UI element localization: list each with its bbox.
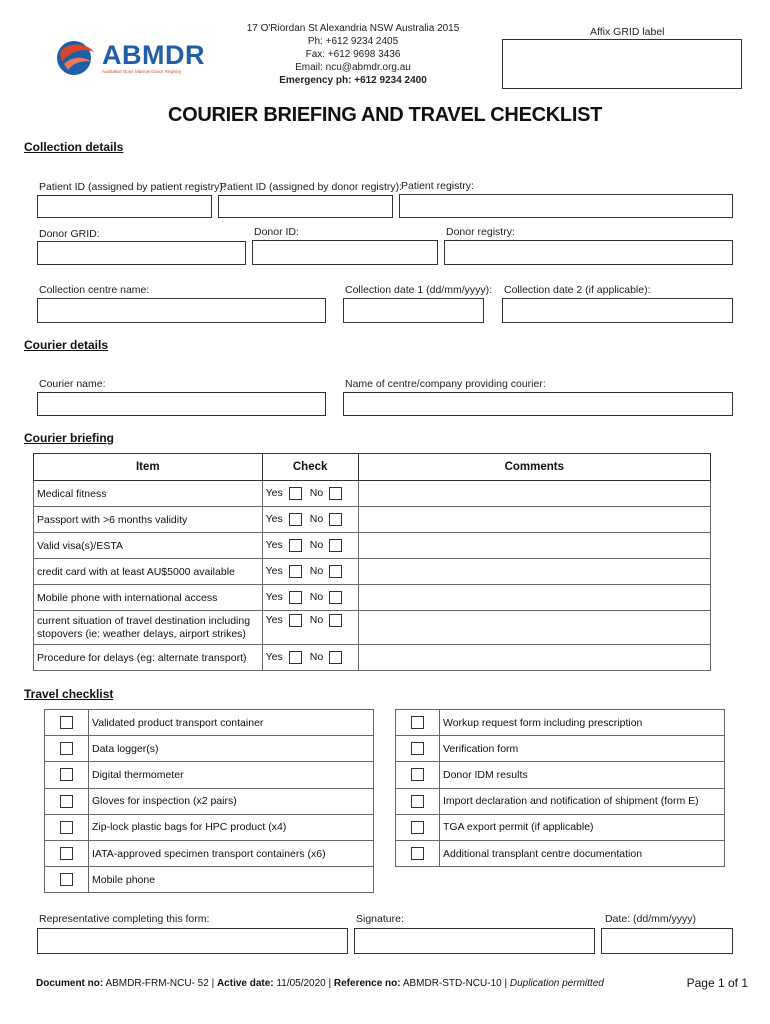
travel-item-cell	[45, 867, 89, 893]
travel-item-label: Gloves for inspection (x2 pairs)	[89, 788, 374, 814]
no-checkbox[interactable]	[329, 651, 342, 664]
yes-checkbox[interactable]	[289, 591, 302, 604]
travel-item-cell	[396, 736, 440, 762]
briefing-check	[262, 611, 358, 645]
representative-field[interactable]	[37, 928, 348, 954]
item-column-header: Item	[34, 454, 263, 481]
travel-item	[45, 788, 374, 814]
travel-item-label: IATA-approved specimen transport containers (x6)	[89, 840, 374, 866]
travel-item-cell	[396, 840, 440, 866]
briefing-row	[34, 533, 711, 559]
no-checkbox[interactable]	[329, 487, 342, 500]
donor-registry-label: Donor registry:	[446, 226, 515, 238]
no-label: No	[309, 513, 324, 526]
briefing-comment-field[interactable]	[358, 611, 710, 645]
travel-checkbox[interactable]	[60, 821, 73, 834]
courier-details-heading: Courier details	[24, 338, 109, 352]
yes-label: Yes	[265, 487, 283, 500]
yes-label: Yes	[265, 614, 283, 627]
donor-id-label: Donor ID:	[254, 226, 299, 238]
signature-field[interactable]	[354, 928, 595, 954]
abmdr-logo	[54, 38, 214, 78]
travel-item-label: Workup request form including prescription	[440, 710, 725, 736]
travel-item-cell	[45, 762, 89, 788]
no-checkbox[interactable]	[329, 539, 342, 552]
yes-label: Yes	[265, 513, 283, 526]
emergency-line: Emergency ph: +612 9234 2400	[279, 75, 427, 86]
travel-item-cell	[396, 788, 440, 814]
courier-briefing-table	[33, 453, 711, 671]
briefing-row	[34, 507, 711, 533]
date-label: Date: (dd/mm/yyyy)	[605, 913, 697, 925]
travel-checkbox[interactable]	[60, 716, 73, 729]
travel-item	[396, 840, 725, 866]
yes-label: Yes	[265, 539, 283, 552]
travel-checkbox[interactable]	[60, 795, 73, 808]
yes-checkbox[interactable]	[289, 487, 302, 500]
page-title: COURIER BRIEFING AND TRAVEL CHECKLIST	[167, 104, 603, 126]
no-label: No	[309, 539, 324, 552]
check-column-header: Check	[262, 454, 358, 481]
collection-details-heading: Collection details	[24, 140, 124, 154]
yes-checkbox[interactable]	[289, 565, 302, 578]
briefing-item: Medical fitness	[34, 481, 263, 507]
briefing-check	[262, 481, 358, 507]
briefing-row	[34, 585, 711, 611]
briefing-comment-field[interactable]	[358, 507, 710, 533]
active-date-label: Active date:	[216, 978, 274, 989]
briefing-check	[262, 585, 358, 611]
document-footer: Document no: ABMDR-FRM-NCU- 52 | Active date: 11/05/2020 | Reference no: ABMDR-STD-NCU-10 | Duplication permitted	[36, 978, 604, 989]
donor-registry-field[interactable]	[444, 240, 733, 265]
travel-checkbox[interactable]	[411, 768, 424, 781]
collection-date1-field[interactable]	[343, 298, 484, 323]
briefing-check	[262, 507, 358, 533]
no-checkbox[interactable]	[329, 565, 342, 578]
collection-centre-field[interactable]	[37, 298, 326, 323]
courier-briefing-heading: Courier briefing	[24, 431, 115, 445]
no-checkbox[interactable]	[329, 591, 342, 604]
travel-item	[396, 736, 725, 762]
briefing-comment-field[interactable]	[358, 481, 710, 507]
travel-item	[396, 814, 725, 840]
travel-item-cell	[396, 710, 440, 736]
travel-checkbox[interactable]	[60, 768, 73, 781]
reference-no-label: Reference no:	[333, 978, 401, 989]
travel-item-label: Data logger(s)	[89, 736, 374, 762]
travel-checkbox[interactable]	[60, 847, 73, 860]
travel-checklist-right	[395, 709, 725, 867]
signature-label: Signature:	[356, 913, 404, 925]
no-label: No	[309, 614, 324, 627]
email-line: Email: ncu@abmdr.org.au	[295, 62, 411, 73]
briefing-row	[34, 559, 711, 585]
collection-date1-label: Collection date 1 (dd/mm/yyyy):	[345, 284, 493, 296]
briefing-check	[262, 559, 358, 585]
fax-line: Fax: +612 9698 3436	[305, 49, 401, 60]
affix-grid-box[interactable]	[502, 39, 742, 89]
representative-label: Representative completing this form:	[39, 913, 210, 925]
briefing-check	[262, 645, 358, 671]
travel-checkbox[interactable]	[411, 821, 424, 834]
travel-item-cell	[45, 814, 89, 840]
travel-item-label: Import declaration and notification of shipment (form E)	[440, 788, 725, 814]
travel-item	[45, 814, 374, 840]
travel-checkbox[interactable]	[60, 873, 73, 886]
briefing-comment-field[interactable]	[358, 559, 710, 585]
date-field[interactable]	[601, 928, 733, 954]
briefing-row	[34, 481, 711, 507]
travel-item-cell	[45, 788, 89, 814]
briefing-comment-field[interactable]	[358, 585, 710, 611]
travel-item	[45, 762, 374, 788]
briefing-row	[34, 645, 711, 671]
courier-company-label: Name of centre/company providing courier:	[345, 378, 546, 390]
travel-checkbox[interactable]	[411, 742, 424, 755]
briefing-item: Passport with >6 months validity	[34, 507, 263, 533]
travel-item	[45, 867, 374, 893]
collection-centre-label: Collection centre name:	[39, 284, 150, 296]
no-label: No	[309, 591, 324, 604]
comments-column-header: Comments	[358, 454, 710, 481]
travel-item-label: TGA export permit (if applicable)	[440, 814, 725, 840]
briefing-item: credit card with at least AU$5000 available	[34, 559, 263, 585]
travel-item-label: Zip-lock plastic bags for HPC product (x4)	[89, 814, 374, 840]
travel-item-label: Digital thermometer	[89, 762, 374, 788]
abmdr-logo-mark-icon	[54, 38, 98, 78]
travel-checkbox[interactable]	[411, 716, 424, 729]
briefing-comment-field[interactable]	[358, 533, 710, 559]
travel-item-cell	[45, 736, 89, 762]
travel-checkbox[interactable]	[411, 795, 424, 808]
collection-date2-label: Collection date 2 (if applicable):	[504, 284, 651, 296]
no-label: No	[309, 565, 324, 578]
travel-item-label: Additional transplant centre documentation	[440, 840, 725, 866]
briefing-item: Procedure for delays (eg: alternate transport)	[34, 645, 263, 671]
logo-subtext: Australian Bone Marrow Donor Registry	[102, 69, 182, 74]
patient-id-pr-field[interactable]	[37, 195, 212, 218]
travel-item-label: Donor IDM results	[440, 762, 725, 788]
patient-registry-field[interactable]	[399, 194, 733, 218]
yes-label: Yes	[265, 651, 283, 664]
donor-grid-field[interactable]	[37, 241, 246, 265]
travel-item-label: Validated product transport container	[89, 710, 374, 736]
briefing-comment-field[interactable]	[358, 645, 710, 671]
page-number: Page 1 of 1	[686, 976, 748, 990]
travel-checklist-heading: Travel checklist	[24, 687, 114, 701]
collection-date2-field[interactable]	[502, 298, 733, 323]
yes-checkbox[interactable]	[289, 651, 302, 664]
travel-item	[45, 736, 374, 762]
briefing-header-row	[34, 454, 711, 481]
duplication-note: Duplication permitted	[509, 978, 604, 989]
travel-item-cell	[45, 840, 89, 866]
yes-label: Yes	[265, 565, 283, 578]
doc-no-value: ABMDR-FRM-NCU- 52	[105, 978, 209, 989]
phone-line: Ph: +612 9234 2405	[307, 36, 399, 47]
travel-item-label: Verification form	[440, 736, 725, 762]
yes-checkbox[interactable]	[289, 614, 302, 627]
travel-item	[396, 762, 725, 788]
patient-id-pr-label: Patient ID (assigned by patient registry):	[39, 181, 226, 193]
briefing-item: Mobile phone with international access	[34, 585, 263, 611]
active-date-value: 11/05/2020	[276, 978, 326, 989]
courier-company-field[interactable]	[343, 392, 733, 416]
doc-no-label: Document no:	[36, 978, 104, 989]
courier-name-label: Courier name:	[39, 378, 106, 390]
patient-id-dr-field[interactable]	[218, 195, 393, 218]
no-label: No	[309, 651, 324, 664]
yes-checkbox[interactable]	[289, 513, 302, 526]
travel-item	[45, 840, 374, 866]
courier-name-field[interactable]	[37, 392, 326, 416]
travel-item	[45, 710, 374, 736]
logo-wordmark: ABMDR	[102, 40, 205, 70]
address-block	[218, 22, 488, 87]
yes-checkbox[interactable]	[289, 539, 302, 552]
travel-item-cell	[396, 814, 440, 840]
donor-id-field[interactable]	[252, 240, 438, 265]
address-line: 17 O'Riordan St Alexandria NSW Australia 2015	[246, 23, 460, 34]
travel-checkbox[interactable]	[60, 742, 73, 755]
travel-checklist-left	[44, 709, 374, 893]
travel-item-cell	[45, 710, 89, 736]
travel-item	[396, 788, 725, 814]
patient-id-dr-label: Patient ID (assigned by donor registry):	[220, 181, 403, 193]
travel-checkbox[interactable]	[411, 847, 424, 860]
briefing-check	[262, 533, 358, 559]
no-checkbox[interactable]	[329, 513, 342, 526]
briefing-row	[34, 611, 711, 645]
reference-no-value: ABMDR-STD-NCU-10	[402, 978, 502, 989]
travel-item-label: Mobile phone	[89, 867, 374, 893]
travel-item	[396, 710, 725, 736]
yes-label: Yes	[265, 591, 283, 604]
patient-registry-label: Patient registry:	[401, 180, 474, 192]
briefing-item: current situation of travel destination including stopovers (ie: weather delays, airport strikes)	[34, 611, 263, 645]
travel-item-cell	[396, 762, 440, 788]
no-label: No	[309, 487, 324, 500]
no-checkbox[interactable]	[329, 614, 342, 627]
briefing-item: Valid visa(s)/ESTA	[34, 533, 263, 559]
donor-grid-label: Donor GRID:	[39, 228, 100, 240]
affix-grid-label: Affix GRID label	[590, 26, 665, 38]
